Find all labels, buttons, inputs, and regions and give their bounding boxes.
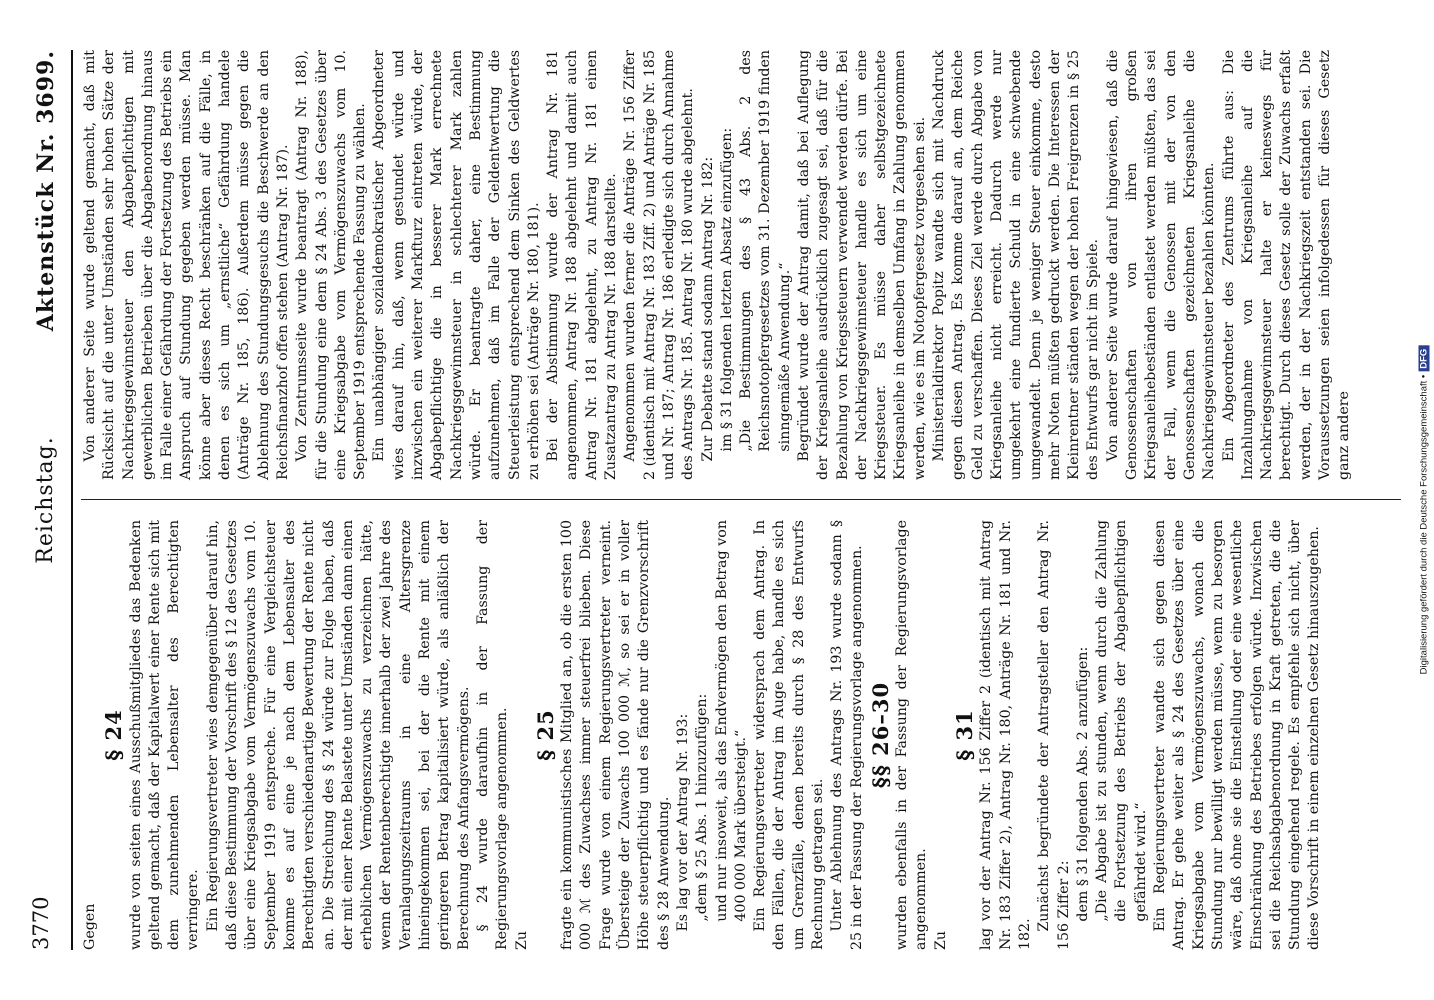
rotated-page-content bbox=[27, 50, 1407, 950]
paragraph: wurde von seiten eines Ausschußmitgliedes das Bedenken geltend gemacht, daß der Kapitalwert einer Rente sich mit dem zunehmenden Lebensalter des Berechtigten verringere. bbox=[127, 520, 202, 950]
quoted-text: „dem § 25 Abs. 1 hinzuzufügen: bbox=[694, 693, 711, 922]
paragraph: Zunächst begründete der Antragsteller den Antrag Nr. 156 Ziffer 2: bbox=[1036, 520, 1072, 950]
page-number: 3770 bbox=[29, 896, 53, 950]
left-column bbox=[81, 520, 1325, 950]
paragraph: Bei der Abstimmung wurde der Antrag Nr. 181 angenommen, Antrag Nr. 188 abgelehnt und damit auch Antrag Nr. 181 abgelehnt, zu Antrag Nr. 181 einen Zusatzantrag zu Antrag Nr. 188 darstellte. bbox=[545, 50, 620, 480]
intro-label: Zu bbox=[513, 931, 530, 950]
intro-label: Gegen bbox=[82, 903, 98, 950]
paragraph: Ein Regierungsvertreter wies demgegenüber darauf hin, daß diese Bestimmung der Vorschrift des § 12 des Gesetzes über eine Kriegsabgabe vom Vermögenszuwachs vom 10. September 1919 entspreche. Für eine Vergleichsteuer komme es auf eine je nach dem Lebensalter des Berechtigten verschiedenartige Bewertung der Rente nicht an. Die Streichung des § 24 würde zur Folge haben, daß der mit einer Rente Belastete unter Umständen dann einen erheblichen Vermögenszuwachs zu verzeichnen hätte, wenn der Rentenberechtigte innerhalb der zwei Jahre des Veranlagungszeitraums in eine Altersgrenze hineingekommen sei, bei der die Rente mit einem geringeren Betrag kapitalisiert würde, als anläßlich der Berechnung des Anfangsvermögens. bbox=[204, 520, 472, 950]
paragraph: § 24 wurde daraufhin in der Fassung der Regierungsvorlage angenommen. bbox=[474, 520, 511, 950]
quoted-text: dem § 31 folgenden Abs. 2 anzufügen: bbox=[1074, 646, 1091, 922]
paragraph: Zur Debatte stand sodann Antrag Nr. 182: bbox=[699, 156, 716, 462]
quoted-text: im § 31 folgenden letzten Absatz einzufügen: bbox=[718, 127, 735, 452]
funding-note-text: Digitalisierung gefördert durch die Deutsche Forschungsgemeinschaft • bbox=[1418, 374, 1430, 675]
paragraph: Von Zentrumsseite wurde beantragt (Antrag Nr. 188), für die Stundung eine dem § 24 Abs. 3 des Gesetzes über eine Kriegsabgabe vom Vermögenszuwachs vom 10. September 1919 entsprechende Fassung zu wählen. bbox=[294, 50, 369, 480]
dfg-logo: DFG bbox=[1419, 346, 1430, 372]
quoted-text: „Die Abgabe ist zu stunden, wenn durch die Zahlung die Fortsetzung des Betriebs der Abgabepflichtigen gefährdet wird.“ bbox=[1094, 520, 1149, 922]
paragraph: Es lag vor der Antrag Nr. 193: bbox=[674, 713, 691, 932]
paragraph: Ein unabhängiger sozialdemokratischer Abgeordneter wies darauf hin, daß, wenn gestundet würde und inzwischen ein weiterer Markfturz eintreten würde, der Abgabepflichtige die in besserer Mark errechnete Nachkriegsgewinnsteuer in schlechterer Mark zahlen würde. Er beantragte daher, eine Bestimmung aufzunehmen, daß im Falle der Geldentwertung die Steuerleistung entsprechend dem Sinken des Geldwertes zu erhöhen sei (Anträge Nr. 180, 181). bbox=[371, 50, 542, 480]
section-heading: §§ 26–30 bbox=[867, 681, 893, 789]
paragraph: fragte ein kommunistisches Mitglied an, ob die ersten 100 000 ℳ des Zuwachses immer steuerfrei blieben. Diese Frage wurde von einem Regierungsvertreter verneint. Übersteige der Zuwachs 100 000 ℳ, so sei er in voller Höhe steuerpflichtig und es fände nur die Grenzvorschrift des § 28 Anwendung. bbox=[559, 520, 672, 950]
document-number: Aktenstück Nr. 3699. bbox=[33, 50, 59, 332]
quoted-text: „Die Bestimmungen des § 43 Abs. 2 des Reichsnotopfergesetzes vom 31. Dezember 1919 finden sinngemäße Anwendung.“ bbox=[738, 50, 793, 452]
paragraph: Ein Abgeordneter des Zentrums führte aus: Die Inzahlungnahme von Kriegsanleihe auf die Nachkriegsgewinnsteuer halte er keineswegs für berechtigt. Durch dieses Gesetz solle der Zuwachs erfaßt werden, der in der Nachkriegszeit entstanden sei. Die Voraussetzungen seien infolgedessen für dieses Gesetz ganz andere bbox=[1220, 50, 1353, 480]
paragraph: lag vor der Antrag Nr. 156 Ziffer 2 (identisch mit Antrag Nr. 183 Ziffer 2), Antrag Nr. 180, Anträge Nr. 181 und Nr. 182. bbox=[978, 520, 1033, 950]
section-heading: § 25 bbox=[532, 709, 558, 761]
paragraph: wurden ebenfalls in der Fassung der Regierungsvorlage angenommen. bbox=[894, 520, 930, 950]
paragraph: Begründet wurde der Antrag damit, daß bei Auflegung der Kriegsanleihe ausdrücklich zugesagt sei, daß für die Bezahlung von Kriegssteuern verwendet werden dürfe. Bei der Nachkriegsgewinnsteuer handle es sich um eine Kriegssteuer. Es müsse daher selbstgezeichnete Kriegsanleihe in demselben Umfang in Zahlung genommen werden, wie es im Notopfergesetz vorgesehen sei. bbox=[795, 50, 928, 480]
paragraph: Von anderer Seite wurde geltend gemacht, daß mit Rücksicht auf die unter Umständen sehr hohen Sätze der Nachkriegsgewinnsteuer den Abgabepflichtigen mit gewerblichen Betrieben über die Abgabenordnung hinaus im Falle einer Gefährdung der Fortsetzung des Betriebs ein Anspruch auf Stundung gegeben werden müsse. Man könne aber dieses Recht beschränken auf die Fälle, in denen es sich um „ernstliche“ Gefährdung handele (Anträge Nr. 185, 186). Außerdem müsse gegen die Ablehnung des Stundungsgesuchs die Beschwerde an den Reichsfinanzhof offen stehen (Antrag Nr. 187). bbox=[82, 50, 291, 480]
paragraph: Unter Ablehnung des Antrags Nr. 193 wurde sodann § 25 in der Fassung der Regierungsvorlage angenommen. bbox=[829, 520, 865, 950]
paragraph: Angenommen wurden ferner die Anträge Nr. 156 Ziffer 2 (identisch mit Antrag Nr. 183 Ziff. 2) und Anträge Nr. 185 und Nr. 187; Antrag Nr. 186 erledigte sich durch Annahme des Antrags Nr. 185. Antrag Nr. 180 wurde abgelehnt. bbox=[622, 50, 697, 480]
paragraph: Von anderer Seite wurde darauf hingewiesen, daß die Genossenschaften von ihren großen Kriegsanleihebeständen entlastet werden müßten, das sei der Fall, wenn die Genossen mit der von den Genossenschaften gezeichneten Kriegsanleihe die Nachkriegsgewinnsteuer bezahlen könnten. bbox=[1104, 50, 1218, 480]
paragraph: Ministerialdirektor Popitz wandte sich mit Nachdruck gegen diesen Antrag. Es komme darauf an, dem Reiche Geld zu verschaffen. Dieses Ziel werde durch Abgabe von Kriegsanleihe nicht erreicht. Dadurch werde nur umgekehrt eine fundierte Schuld in eine schwebende umgewandelt. Denn je weniger Steuer einkomme, desto mehr Noten müßten gedruckt werden. Die Interessen der Kleinrentner ständen wegen der hohen Freigrenzen in § 25 des Entwurfs gar nicht im Spiele. bbox=[931, 50, 1102, 480]
running-title: Reichstag. bbox=[33, 436, 58, 564]
intro-label: Zu bbox=[932, 931, 949, 950]
paragraph: Ein Regierungsvertreter wandte sich gegen diesen Antrag. Er gehe weiter als § 24 des Gesetzes über eine Kriegsabgabe vom Vermögenszuwachs, wonach die Stundung nur bewilligt werden müsse, wenn zu besorgen wäre, daß ohne sie die Einstellung oder eine wesentliche Einschränkung des Betriebes erfolgen würde. Inzwischen sei die Reichsabgabenordnung in Kraft getreten, die die Stundung eingehend regele. Es empfehle sich nicht, über diese Vorschrift in einem einzelnen Gesetz hinauszugehen. bbox=[1152, 520, 1323, 950]
column-divider bbox=[81, 499, 1401, 500]
quoted-text: und nur insoweit, als das Endvermögen den Betrag von 400 000 Mark übersteigt.“ bbox=[713, 520, 749, 922]
section-heading: § 24 bbox=[101, 709, 127, 761]
right-column bbox=[81, 50, 1355, 480]
paragraph: Ein Regierungsvertreter widersprach dem Antrag. In den Fällen, die der Antrag im Auge habe, handle es sich um Grenzfälle, denen bereits durch § 28 des Entwurfs Rechnung getragen sei. bbox=[752, 520, 826, 950]
funding-note bbox=[1419, 346, 1430, 675]
running-head bbox=[27, 50, 73, 950]
section-heading: § 31 bbox=[952, 709, 978, 761]
